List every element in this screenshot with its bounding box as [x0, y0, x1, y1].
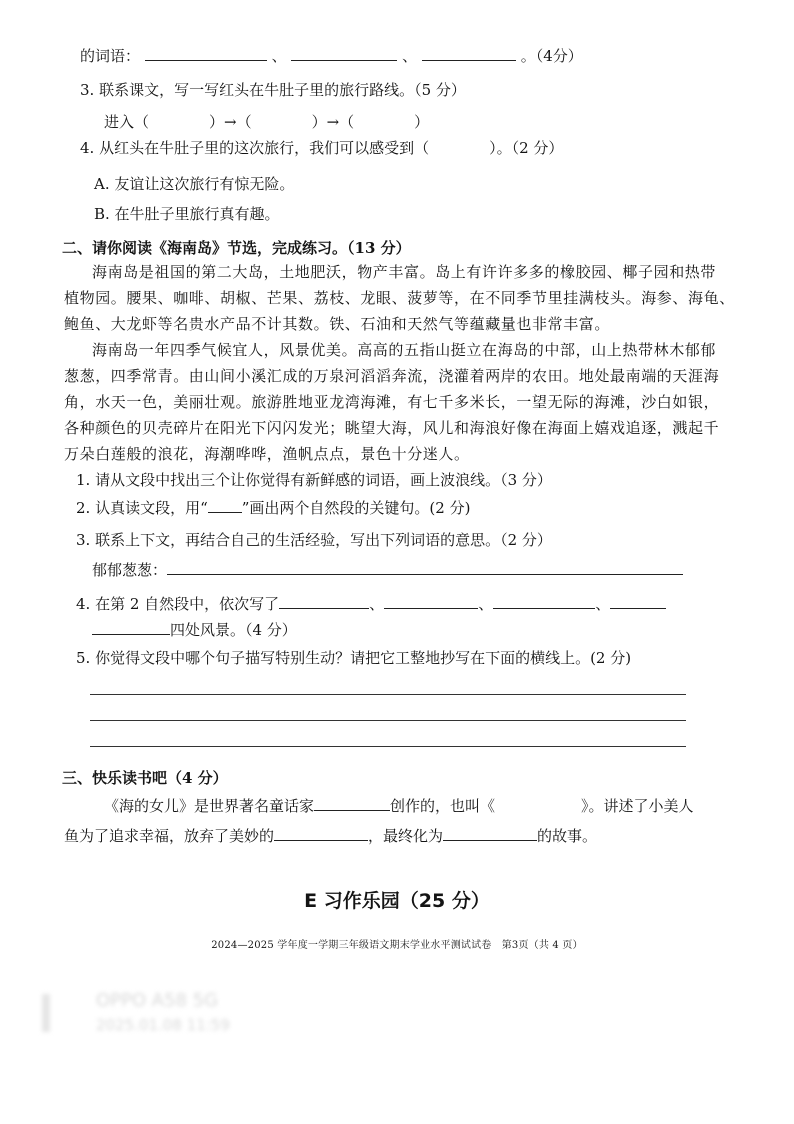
s2-q2-post: ”画出两个自然段的关键句。(2 分) [241, 499, 471, 517]
page-footer: 2024—2025 学年度一学期三年级语文期末学业水平测试试卷 第3页（共 4 页） [211, 940, 583, 951]
answer-blank[interactable] [279, 594, 369, 609]
q2-blanks-line [80, 46, 583, 66]
s3-line2 [64, 826, 597, 846]
s3-text: 创作的，也叫《 [390, 797, 496, 815]
answer-blank[interactable] [384, 594, 478, 609]
s3-text: 鱼为了追求幸福，放弃了美妙的 [64, 827, 275, 845]
passage-line: 各种颜色的贝壳碎片在阳光下闪闪发光；眺望大海，风儿和海浪好像在海面上嬉戏追逐，溅起千 [64, 419, 720, 437]
s2-q5: 5. 你觉得文段中哪个句子描写特别生动？请把它工整地抄写在下面的横线上。(2 分) [76, 649, 632, 667]
s2-q1: 1. 请从文段中找出三个让你觉得有新鲜感的词语，画上波浪线。（3 分） [76, 471, 552, 489]
answer-line[interactable] [90, 720, 686, 721]
answer-blank[interactable] [274, 826, 368, 841]
s2-q3-word: 郁郁葱葱： [92, 561, 168, 579]
passage-line: 海南岛一年四季气候宜人，风景优美。高高的五指山挺立在海岛的中部，山上热带林木郁郁 [92, 341, 717, 359]
d-q4-option-b[interactable]: B. 在牛肚子里旅行真有趣。 [94, 205, 280, 223]
watermark-device: OPPO A58 5G [96, 990, 219, 1011]
section-e-title: E 习作乐园（25 分） [304, 890, 490, 912]
separator: 、 [271, 47, 287, 65]
d-q4-option-a[interactable]: A. 友谊让这次旅行有惊无险。 [94, 175, 295, 193]
s2-q2 [76, 498, 470, 518]
underline-sample [208, 498, 242, 513]
separator: 、 [595, 595, 611, 613]
s2-q3-word-line [92, 560, 683, 580]
answer-blank[interactable] [92, 620, 170, 635]
d-q3-text: 3. 联系课文，写一写红头在牛肚子里的旅行路线。（5 分） [80, 81, 466, 99]
passage-line: 鲍鱼、大龙虾等名贵水产品不计其数。铁、石油和天然气等蕴藏量也非常丰富。 [64, 315, 611, 333]
answer-blank[interactable] [291, 46, 397, 61]
s3-line1 [104, 796, 694, 816]
section3-heading: 三、快乐读书吧（4 分） [62, 769, 228, 787]
route-end: ） [414, 113, 430, 131]
answer-line[interactable] [90, 746, 686, 747]
answer-blank[interactable] [145, 46, 267, 61]
passage-line: 葱葱，四季常青。由山间小溪汇成的万泉河滔滔奔流，浇灌着两岸的农田。地处最南端的天涯海 [64, 367, 720, 385]
s3-text: ，最终化为 [368, 827, 444, 845]
passage-line: 万朵白莲般的浪花，海潮哗哗，渔帆点点，景色十分迷人。 [64, 445, 470, 463]
separator: 、 [478, 595, 494, 613]
watermark-bar [42, 994, 50, 1032]
watermark-timestamp: 2025.01.08 11:59 [96, 1016, 230, 1034]
answer-blank[interactable] [167, 560, 683, 575]
route-arrow: ）→（ [209, 113, 252, 131]
route-line [104, 112, 429, 132]
passage-line: 植物园。腰果、咖啡、胡椒、芒果、荔枝、龙眼、菠萝等，在不同季节里挂满枝头。海参、海龟、 [64, 289, 735, 307]
answer-line[interactable] [90, 694, 686, 695]
s2-q3: 3. 联系上下文，再结合自己的生活经验，写出下列词语的意思。（2 分） [76, 531, 552, 549]
passage-line: 海南岛是祖国的第二大岛，土地肥沃，物产丰富。岛上有许许多多的橡胶园、椰子园和热带 [92, 263, 717, 281]
section2-heading: 二、请你阅读《海南岛》节选，完成练习。（13 分） [62, 239, 411, 257]
answer-blank[interactable] [443, 826, 537, 841]
answer-blank[interactable] [493, 594, 595, 609]
route-arrow: ）→（ [311, 113, 355, 131]
q2-prefix: 的词语： [80, 47, 141, 65]
s2-q2-pre: 2. 认真读文段，用“ [76, 499, 208, 517]
answer-blank[interactable] [610, 594, 666, 609]
separator: 、 [369, 595, 385, 613]
route-enter: 进入（ [104, 113, 150, 131]
s3-text: 的故事。 [537, 827, 598, 845]
s3-text: 《海的女儿》是世界著名童话家 [104, 797, 315, 815]
d-q4-text: 4. 从红头在牛肚子里的这次旅行，我们可以感受到（ ）。（2 分） [80, 139, 564, 157]
s2-q4-tail: 四处风景。（4 分） [170, 621, 297, 639]
s2-q4-tail-line [92, 620, 297, 640]
answer-blank[interactable] [422, 46, 516, 61]
separator: 、 [402, 47, 418, 65]
s2-q4-pre: 4. 在第 2 自然段中，依次写了 [76, 595, 280, 613]
s2-q4 [76, 594, 666, 614]
q2-score: 。（4分） [520, 47, 583, 65]
passage-line: 角，水天一色，美丽壮观。旅游胜地亚龙湾海滩，有七千多米长，一望无际的海滩，沙白如银， [64, 393, 720, 411]
answer-blank[interactable] [314, 796, 390, 811]
s3-text: 》。讲述了小美人 [581, 797, 694, 815]
